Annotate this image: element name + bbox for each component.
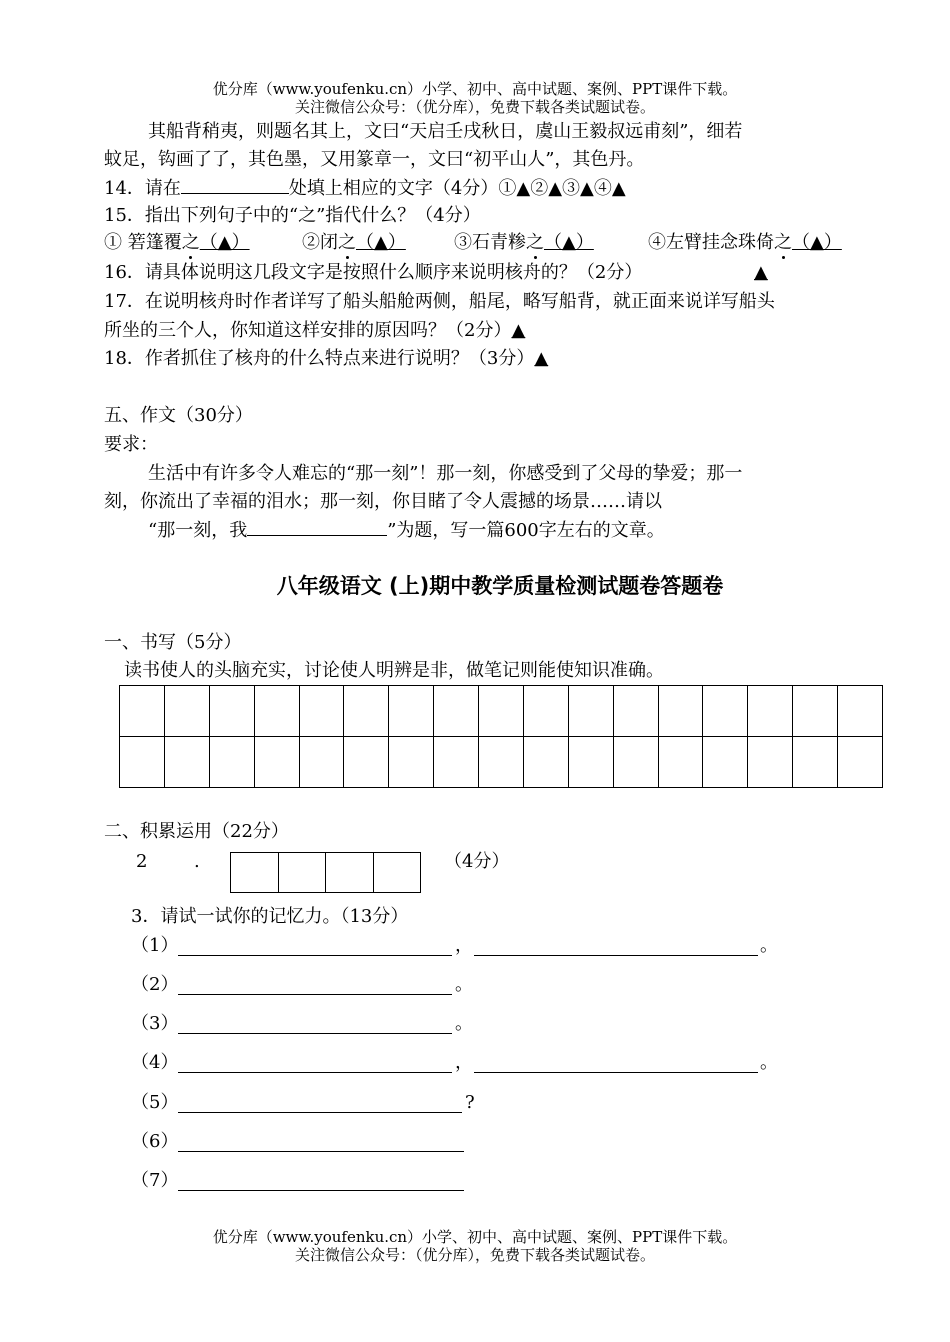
q2-answer-boxes[interactable] bbox=[230, 852, 421, 893]
item-6-blank[interactable] bbox=[178, 1151, 464, 1152]
item-label-4: （4） bbox=[131, 1052, 179, 1073]
q14-suffix: 处填上相应的文字（4分）①▲②▲③▲④▲ bbox=[288, 178, 626, 199]
item-7-blank[interactable] bbox=[178, 1190, 464, 1191]
item-3-end: 。 bbox=[455, 1013, 473, 1034]
item-5-blank[interactable] bbox=[178, 1112, 462, 1113]
writing-grid-cell[interactable] bbox=[209, 686, 254, 737]
writing-grid-cell[interactable] bbox=[254, 737, 299, 788]
writing-grid-cell[interactable] bbox=[209, 737, 254, 788]
q2-number: 2 bbox=[136, 851, 148, 872]
writing-grid-cell[interactable] bbox=[748, 737, 793, 788]
answer-sheet-title: 八年级语文 (上)期中教学质量检测试题卷答题卷 bbox=[276, 574, 724, 598]
writing-grid-cell[interactable] bbox=[389, 737, 434, 788]
essay-heading: 五、作文（30分） bbox=[104, 405, 253, 426]
writing-grid-cell[interactable] bbox=[344, 686, 389, 737]
writing-grid-cell[interactable] bbox=[568, 737, 613, 788]
writing-grid-cell[interactable] bbox=[120, 686, 165, 737]
writing-grid-cell[interactable] bbox=[434, 737, 479, 788]
question-18: 18．作者抓住了核舟的什么特点来进行说明？（3分）▲ bbox=[104, 348, 549, 369]
question-15: 15．指出下列句子中的“之”指代什么？（4分） bbox=[104, 205, 481, 226]
section-2-heading: 二、积累运用（22分） bbox=[104, 821, 289, 842]
writing-grid-cell[interactable] bbox=[838, 737, 883, 788]
q15-item-1: ① 箬篷覆之（▲） bbox=[104, 232, 250, 253]
item-3-blank[interactable] bbox=[178, 1033, 452, 1034]
essay-line-2: 刻，你流出了幸福的泪水；那一刻，你目睹了令人震撼的场景……请以 bbox=[104, 491, 662, 512]
item-1-blank-b[interactable] bbox=[474, 955, 758, 956]
section-1-text: 读书使人的头脑充实，讨论使人明辨是非，做笔记则能使知识准确。 bbox=[124, 660, 664, 681]
q2-box[interactable] bbox=[326, 853, 374, 893]
q18-answer-mark: ▲ bbox=[534, 348, 549, 369]
item-label-3: （3） bbox=[131, 1013, 179, 1034]
item-4-sep: ， bbox=[455, 1052, 473, 1073]
q17-answer-mark: ▲ bbox=[511, 320, 526, 341]
q2-dot: . bbox=[194, 851, 200, 872]
header-line-2: 关注微信公众号：（优分库），免费下载各类试题试卷。 bbox=[294, 98, 655, 116]
item-label-5: （5） bbox=[131, 1092, 179, 1113]
writing-grid-cell[interactable] bbox=[838, 686, 883, 737]
q14-blank[interactable] bbox=[181, 177, 289, 194]
item-label-1: （1） bbox=[131, 935, 179, 956]
item-4-blank-b[interactable] bbox=[474, 1072, 758, 1073]
question-3: 3．请试一试你的记忆力。（13分） bbox=[131, 906, 409, 927]
question-17-line-1: 17．在说明核舟时作者详写了船头船舱两侧，船尾，略写船背，就正面来说详写船头 bbox=[104, 291, 775, 312]
writing-grid-cell[interactable] bbox=[793, 686, 838, 737]
writing-grid-cell[interactable] bbox=[793, 737, 838, 788]
essay-requirement-label: 要求： bbox=[104, 434, 158, 455]
q2-box[interactable] bbox=[278, 853, 326, 893]
section-1-heading: 一、书写（5分） bbox=[104, 632, 242, 653]
q16-answer-mark: ▲ bbox=[754, 262, 768, 283]
writing-grid-cell[interactable] bbox=[164, 737, 209, 788]
writing-grid-cell[interactable] bbox=[164, 686, 209, 737]
q15-item-4: ④左臂挂念珠倚之（▲） bbox=[648, 232, 842, 253]
writing-grid[interactable] bbox=[119, 685, 883, 788]
writing-grid-cell[interactable] bbox=[523, 737, 568, 788]
writing-grid-cell[interactable] bbox=[568, 686, 613, 737]
q2-box[interactable] bbox=[373, 853, 421, 893]
writing-grid-cell[interactable] bbox=[434, 686, 479, 737]
writing-grid-cell[interactable] bbox=[613, 686, 658, 737]
header-line-1: 优分库（www.youfenku.cn）小学、初中、高中试题、案例、PPT课件下载。 bbox=[212, 80, 738, 98]
q15-item-2: ②闭之（▲） bbox=[302, 232, 406, 253]
item-4-end: 。 bbox=[760, 1052, 778, 1073]
writing-grid-cell[interactable] bbox=[479, 737, 524, 788]
q2-score: （4分） bbox=[444, 851, 510, 872]
item-1-blank-a[interactable] bbox=[178, 955, 452, 956]
writing-grid-cell[interactable] bbox=[389, 686, 434, 737]
item-label-2: （2） bbox=[131, 974, 179, 995]
writing-grid-cell[interactable] bbox=[748, 686, 793, 737]
essay-title-blank[interactable] bbox=[247, 519, 387, 536]
question-16: 16．请具体说明这几段文字是按照什么顺序来说明核舟的？（2分） bbox=[104, 262, 643, 283]
item-1-sep: ， bbox=[455, 935, 473, 956]
item-4-blank-a[interactable] bbox=[178, 1072, 452, 1073]
question-17-line-2: 所坐的三个人，你知道这样安排的原因吗？（2分）▲ bbox=[104, 320, 526, 341]
item-1-end: 。 bbox=[760, 935, 778, 956]
essay-line-3: “那一刻，我 ”为题，写一篇600字左右的文章。 bbox=[148, 520, 665, 541]
writing-grid-cell[interactable] bbox=[120, 737, 165, 788]
item-2-end: 。 bbox=[455, 974, 473, 995]
item-5-end: ? bbox=[465, 1092, 475, 1113]
q2-box[interactable] bbox=[231, 853, 279, 893]
writing-grid-cell[interactable] bbox=[479, 686, 524, 737]
item-label-6: （6） bbox=[131, 1131, 179, 1152]
writing-grid-cell[interactable] bbox=[299, 686, 344, 737]
writing-grid-cell[interactable] bbox=[254, 686, 299, 737]
writing-grid-cell[interactable] bbox=[703, 686, 748, 737]
writing-grid-cell[interactable] bbox=[658, 737, 703, 788]
passage-line-1: 其船背稍夷，则题名其上，文曰“天启壬戌秋日，虞山王毅叔远甫刻”，细若 bbox=[148, 121, 743, 142]
footer-line-2: 关注微信公众号：（优分库），免费下载各类试题试卷。 bbox=[294, 1246, 655, 1264]
item-label-7: （7） bbox=[131, 1170, 179, 1191]
question-14 bbox=[104, 177, 626, 200]
writing-grid-cell[interactable] bbox=[344, 737, 389, 788]
footer-line-1: 优分库（www.youfenku.cn）小学、初中、高中试题、案例、PPT课件下载。 bbox=[212, 1228, 738, 1246]
q14-prefix: 14．请在 bbox=[104, 178, 181, 199]
essay-line-1: 生活中有许多令人难忘的“那一刻”！那一刻，你感受到了父母的挚爱；那一 bbox=[148, 463, 743, 484]
writing-grid-cell[interactable] bbox=[523, 686, 568, 737]
writing-grid-cell[interactable] bbox=[658, 686, 703, 737]
passage-line-2: 蚊足，钩画了了，其色墨，又用篆章一，文曰“初平山人”，其色丹。 bbox=[104, 149, 645, 170]
item-2-blank[interactable] bbox=[178, 994, 452, 995]
writing-grid-cell[interactable] bbox=[299, 737, 344, 788]
q15-item-3: ③石青糁之（▲） bbox=[454, 232, 594, 253]
writing-grid-cell[interactable] bbox=[613, 737, 658, 788]
writing-grid-cell[interactable] bbox=[703, 737, 748, 788]
